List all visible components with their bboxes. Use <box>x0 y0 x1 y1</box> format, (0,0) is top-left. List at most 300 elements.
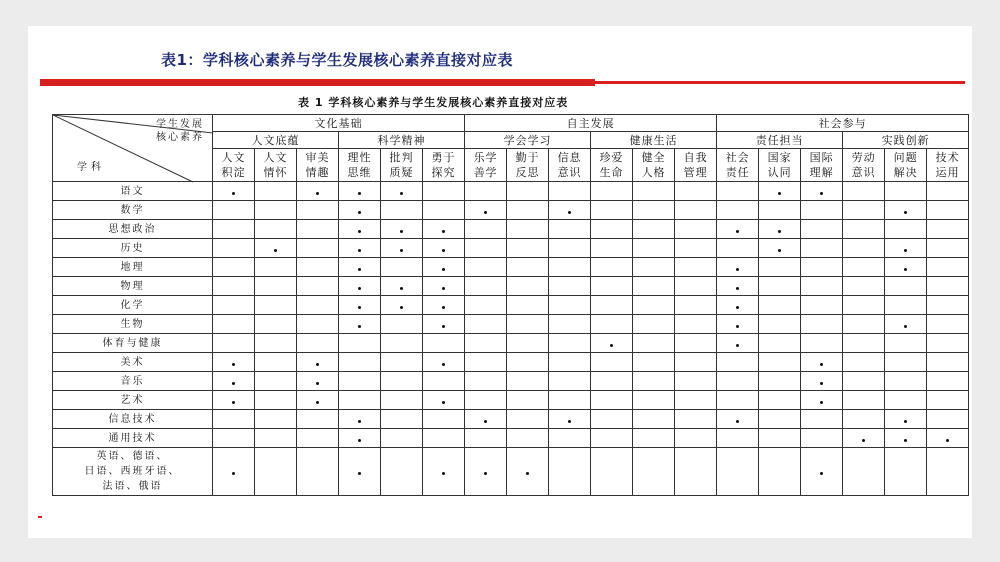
mark-cell <box>675 315 717 334</box>
dot-mark <box>820 363 823 366</box>
mark-cell <box>381 372 423 391</box>
dot-mark <box>358 268 361 271</box>
mark-cell <box>339 239 381 258</box>
mark-cell <box>717 201 759 220</box>
mark-cell <box>213 258 255 277</box>
dot-mark <box>358 287 361 290</box>
mark-cell <box>675 448 717 496</box>
mark-cell <box>339 277 381 296</box>
dot-mark <box>904 420 907 423</box>
dot-mark <box>316 401 319 404</box>
mark-cell <box>843 334 885 353</box>
mark-cell <box>885 239 927 258</box>
mark-cell <box>717 334 759 353</box>
mark-cell <box>759 296 801 315</box>
table-row <box>53 277 969 296</box>
table-row <box>53 296 969 315</box>
column-header-line: 劳动 <box>851 151 876 164</box>
mark-cell <box>885 182 927 201</box>
subject-cell <box>53 334 213 353</box>
mark-cell <box>633 372 675 391</box>
mark-cell <box>255 239 297 258</box>
dot-mark <box>232 401 235 404</box>
mark-cell <box>297 315 339 334</box>
dot-mark <box>442 472 445 475</box>
mark-cell <box>465 448 507 496</box>
column-header-line: 社会 <box>725 151 750 164</box>
dot-mark <box>358 230 361 233</box>
mark-cell <box>255 353 297 372</box>
table-row <box>53 372 969 391</box>
column-header <box>255 149 297 182</box>
mark-cell <box>213 334 255 353</box>
dot-mark <box>736 268 739 271</box>
mark-cell <box>465 277 507 296</box>
mark-cell <box>465 334 507 353</box>
mark-cell <box>381 201 423 220</box>
column-header <box>465 149 507 182</box>
title-underline-accent <box>40 79 595 86</box>
dot-mark <box>820 382 823 385</box>
mark-cell <box>759 239 801 258</box>
table-row <box>53 315 969 334</box>
dot-mark <box>484 472 487 475</box>
mark-cell <box>297 296 339 315</box>
mark-cell <box>675 410 717 429</box>
column-header-line: 善学 <box>473 166 498 179</box>
mark-cell <box>633 410 675 429</box>
dot-mark <box>358 439 361 442</box>
mark-cell <box>759 182 801 201</box>
dot-mark <box>316 192 319 195</box>
subject-cell <box>53 182 213 201</box>
column-header <box>885 149 927 182</box>
mark-cell <box>717 353 759 372</box>
column-header <box>507 149 549 182</box>
mark-cell <box>717 220 759 239</box>
column-header <box>423 149 465 182</box>
mark-cell <box>801 296 843 315</box>
mark-cell <box>213 296 255 315</box>
mark-cell <box>255 372 297 391</box>
slide-corner-mark <box>38 516 42 518</box>
mark-cell <box>255 201 297 220</box>
subject-name: 历史 <box>120 242 145 254</box>
mark-cell <box>591 258 633 277</box>
column-header-line: 国家 <box>767 151 792 164</box>
column-header-line: 积淀 <box>221 166 246 179</box>
mark-cell <box>549 182 591 201</box>
dot-mark <box>358 249 361 252</box>
mark-cell <box>927 315 969 334</box>
mark-cell <box>297 258 339 277</box>
mark-cell <box>381 315 423 334</box>
table-row <box>53 220 969 239</box>
mark-cell <box>423 334 465 353</box>
mark-cell <box>591 277 633 296</box>
mark-cell <box>339 220 381 239</box>
mark-cell <box>423 258 465 277</box>
mark-cell <box>381 239 423 258</box>
mark-cell <box>591 429 633 448</box>
column-header-line: 批判 <box>389 151 414 164</box>
mark-cell <box>633 315 675 334</box>
mark-cell <box>885 334 927 353</box>
mark-cell <box>927 239 969 258</box>
mark-cell <box>507 239 549 258</box>
mark-cell <box>885 315 927 334</box>
table-row <box>53 239 969 258</box>
mark-cell <box>927 353 969 372</box>
column-header-line: 意识 <box>851 166 876 179</box>
dot-mark <box>442 325 445 328</box>
mark-cell <box>423 429 465 448</box>
mark-cell <box>885 448 927 496</box>
mark-cell <box>339 372 381 391</box>
mark-cell <box>591 296 633 315</box>
mark-cell <box>885 296 927 315</box>
mark-cell <box>801 258 843 277</box>
dot-mark <box>442 401 445 404</box>
mark-cell <box>885 372 927 391</box>
mark-cell <box>843 429 885 448</box>
subject-cell <box>53 429 213 448</box>
mark-cell <box>549 201 591 220</box>
mark-cell <box>255 315 297 334</box>
mark-cell <box>255 391 297 410</box>
dot-mark <box>862 439 865 442</box>
mark-cell <box>381 429 423 448</box>
mark-cell <box>549 429 591 448</box>
table-caption: 表 1 学科核心素养与学生发展核心素养直接对应表 <box>298 96 569 109</box>
mark-cell <box>591 372 633 391</box>
column-header-line: 珍爱 <box>599 151 624 164</box>
mark-cell <box>759 372 801 391</box>
subject-name: 思想政治 <box>108 223 157 235</box>
mark-cell <box>843 353 885 372</box>
mark-cell <box>507 315 549 334</box>
slide-title: 表1：学科核心素养与学生发展核心素养直接对应表 <box>161 51 513 69</box>
subject-cell <box>53 315 213 334</box>
mark-cell <box>885 391 927 410</box>
mark-cell <box>255 258 297 277</box>
subject-name: 数学 <box>120 204 145 216</box>
table-row <box>53 258 969 277</box>
mark-cell <box>801 353 843 372</box>
mark-cell <box>927 258 969 277</box>
mark-cell <box>507 353 549 372</box>
mark-cell <box>717 296 759 315</box>
mark-cell <box>801 315 843 334</box>
mark-cell <box>213 353 255 372</box>
mark-cell <box>801 201 843 220</box>
mark-cell <box>843 315 885 334</box>
mark-cell <box>549 277 591 296</box>
subject-cell <box>53 258 213 277</box>
mark-cell <box>801 239 843 258</box>
group-header: 自主发展 <box>465 115 717 132</box>
mark-cell <box>633 182 675 201</box>
column-header-line: 思维 <box>347 166 372 179</box>
mark-cell <box>927 201 969 220</box>
mark-cell <box>465 239 507 258</box>
dot-mark <box>778 249 781 252</box>
mark-cell <box>213 239 255 258</box>
corner-top-line1: 学生发展 <box>156 119 204 130</box>
mark-cell <box>381 353 423 372</box>
mark-cell <box>549 448 591 496</box>
mark-cell <box>717 258 759 277</box>
dot-mark <box>400 249 403 252</box>
mark-cell <box>927 372 969 391</box>
column-header-line: 人格 <box>641 166 666 179</box>
column-header-line: 信息 <box>557 151 582 164</box>
column-header-line: 乐学 <box>473 151 498 164</box>
dot-mark <box>736 325 739 328</box>
dot-mark <box>610 344 613 347</box>
table-row <box>53 182 969 201</box>
dot-mark <box>358 325 361 328</box>
dot-mark <box>358 306 361 309</box>
mark-cell <box>759 315 801 334</box>
mark-cell <box>675 296 717 315</box>
mark-cell <box>507 429 549 448</box>
mark-cell <box>633 239 675 258</box>
column-header-line: 质疑 <box>389 166 414 179</box>
mark-cell <box>927 391 969 410</box>
subject-name: 化学 <box>120 299 145 311</box>
subject-name: 生物 <box>120 318 145 330</box>
mark-cell <box>759 391 801 410</box>
mark-cell <box>423 391 465 410</box>
dot-mark <box>442 287 445 290</box>
mark-cell <box>759 277 801 296</box>
mark-cell <box>843 391 885 410</box>
mark-cell <box>381 334 423 353</box>
mark-cell <box>465 315 507 334</box>
column-header-line: 认同 <box>767 166 792 179</box>
mark-cell <box>801 410 843 429</box>
mark-cell <box>255 220 297 239</box>
column-header-line: 审美 <box>305 151 330 164</box>
mark-cell <box>675 201 717 220</box>
column-header-line: 人文 <box>263 151 288 164</box>
mark-cell <box>759 201 801 220</box>
column-header-line: 理解 <box>809 166 834 179</box>
dot-mark <box>946 439 949 442</box>
mark-cell <box>549 353 591 372</box>
mark-cell <box>423 296 465 315</box>
mark-cell <box>801 277 843 296</box>
subgroup-header: 实践创新 <box>843 132 969 149</box>
mark-cell <box>213 277 255 296</box>
mark-cell <box>549 258 591 277</box>
column-header-line: 情怀 <box>263 166 288 179</box>
column-header-line: 生命 <box>599 166 624 179</box>
column-header-line: 意识 <box>557 166 582 179</box>
mark-cell <box>507 258 549 277</box>
table-row <box>53 391 969 410</box>
mark-cell <box>633 334 675 353</box>
dot-mark <box>442 230 445 233</box>
mark-cell <box>423 182 465 201</box>
mark-cell <box>759 429 801 448</box>
mark-cell <box>507 410 549 429</box>
mark-cell <box>549 334 591 353</box>
mark-cell <box>423 410 465 429</box>
mark-cell <box>423 372 465 391</box>
column-header <box>297 149 339 182</box>
mark-cell <box>633 448 675 496</box>
subject-name: 语文 <box>120 185 145 197</box>
mark-cell <box>927 448 969 496</box>
dot-mark <box>526 472 529 475</box>
mark-cell <box>717 372 759 391</box>
column-header-line: 勤于 <box>515 151 540 164</box>
mark-cell <box>843 239 885 258</box>
column-header-line: 国际 <box>809 151 834 164</box>
mark-cell <box>465 296 507 315</box>
dot-mark <box>232 363 235 366</box>
mark-cell <box>633 391 675 410</box>
dot-mark <box>358 192 361 195</box>
mark-cell <box>717 429 759 448</box>
mark-cell <box>381 258 423 277</box>
mark-cell <box>675 239 717 258</box>
mark-cell <box>339 182 381 201</box>
dot-mark <box>904 325 907 328</box>
mark-cell <box>759 258 801 277</box>
mark-cell <box>633 277 675 296</box>
slide <box>28 26 972 538</box>
mark-cell <box>507 448 549 496</box>
mark-cell <box>549 372 591 391</box>
corner-top-line2: 核心素养 <box>156 132 204 143</box>
mark-cell <box>801 372 843 391</box>
column-header-line: 情趣 <box>305 166 330 179</box>
column-header <box>591 149 633 182</box>
mark-cell <box>297 353 339 372</box>
mark-cell <box>885 353 927 372</box>
mark-cell <box>675 334 717 353</box>
column-header-line: 健全 <box>641 151 666 164</box>
subgroup-header: 学会学习 <box>465 132 591 149</box>
subgroup-header: 科学精神 <box>339 132 465 149</box>
column-header <box>549 149 591 182</box>
subject-name: 美术 <box>120 356 145 368</box>
mark-cell <box>339 410 381 429</box>
mark-cell <box>633 201 675 220</box>
dot-mark <box>904 211 907 214</box>
mark-cell <box>801 182 843 201</box>
mark-cell <box>507 334 549 353</box>
mark-cell <box>675 391 717 410</box>
mark-cell <box>465 258 507 277</box>
mark-cell <box>885 201 927 220</box>
mark-cell <box>885 277 927 296</box>
mark-cell <box>381 277 423 296</box>
mark-cell <box>801 391 843 410</box>
mark-cell <box>213 372 255 391</box>
mark-cell <box>927 277 969 296</box>
mark-cell <box>255 448 297 496</box>
dot-mark <box>736 306 739 309</box>
mark-cell <box>507 182 549 201</box>
dot-mark <box>904 249 907 252</box>
mark-cell <box>507 372 549 391</box>
mark-cell <box>339 201 381 220</box>
subject-name: 通用技术 <box>108 432 157 444</box>
column-header-line: 管理 <box>683 166 708 179</box>
mark-cell <box>717 315 759 334</box>
mark-cell <box>675 220 717 239</box>
mark-cell <box>339 334 381 353</box>
dot-mark <box>736 420 739 423</box>
dot-mark <box>442 268 445 271</box>
column-header <box>843 149 885 182</box>
mark-cell <box>465 429 507 448</box>
mark-cell <box>255 296 297 315</box>
dot-mark <box>442 249 445 252</box>
mark-cell <box>591 410 633 429</box>
dot-mark <box>358 211 361 214</box>
mark-cell <box>255 182 297 201</box>
mark-cell <box>759 334 801 353</box>
mark-cell <box>717 391 759 410</box>
dot-mark <box>316 382 319 385</box>
mark-cell <box>255 429 297 448</box>
mark-cell <box>339 429 381 448</box>
core-literacy-table <box>52 114 969 496</box>
column-header <box>675 149 717 182</box>
column-header <box>339 149 381 182</box>
mark-cell <box>633 429 675 448</box>
mark-cell <box>843 182 885 201</box>
mark-cell <box>675 429 717 448</box>
column-header-line: 解决 <box>893 166 918 179</box>
dot-mark <box>232 382 235 385</box>
mark-cell <box>801 429 843 448</box>
mark-cell <box>213 220 255 239</box>
mark-cell <box>717 239 759 258</box>
dot-mark <box>400 230 403 233</box>
column-header-line: 责任 <box>725 166 750 179</box>
column-header-line: 探究 <box>431 166 456 179</box>
mark-cell <box>423 201 465 220</box>
mark-cell <box>507 220 549 239</box>
mark-cell <box>381 296 423 315</box>
mark-cell <box>759 448 801 496</box>
mark-cell <box>591 239 633 258</box>
column-header-line: 运用 <box>935 166 960 179</box>
mark-cell <box>885 429 927 448</box>
mark-cell <box>297 201 339 220</box>
mark-cell <box>801 448 843 496</box>
mark-cell <box>423 220 465 239</box>
mark-cell <box>339 448 381 496</box>
mark-cell <box>675 353 717 372</box>
mark-cell <box>213 410 255 429</box>
subgroup-header: 责任担当 <box>717 132 843 149</box>
column-header-line: 技术 <box>935 151 960 164</box>
column-header-line: 自我 <box>683 151 708 164</box>
column-header-line: 勇于 <box>431 151 456 164</box>
mark-cell <box>717 410 759 429</box>
mark-cell <box>717 277 759 296</box>
column-header <box>381 149 423 182</box>
mark-cell <box>927 220 969 239</box>
mark-cell <box>255 410 297 429</box>
